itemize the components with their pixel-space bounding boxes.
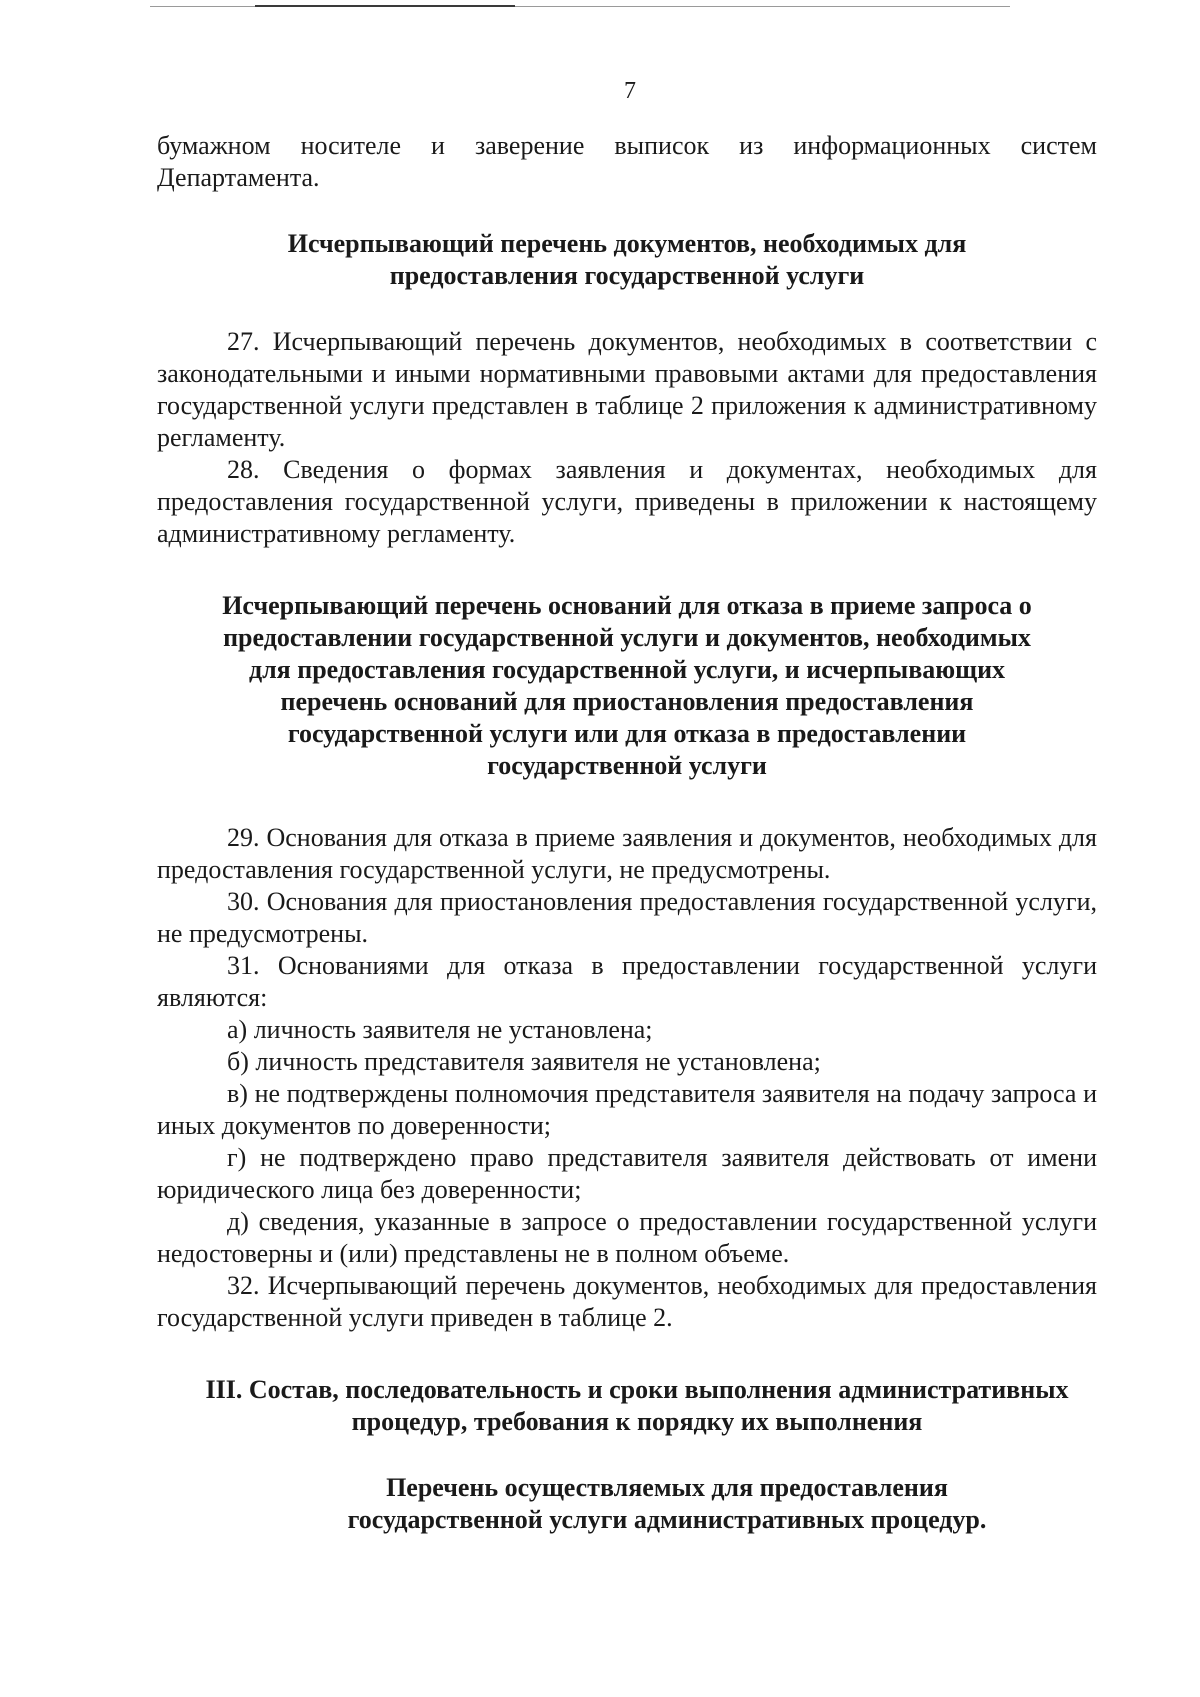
paragraph-28: 28. Сведения о формах заявления и документах, необходимых для предоставления государственной услуги, приведены в приложении к настоящему административному регламенту. [157, 455, 1097, 548]
page-number: 7 [624, 78, 636, 104]
list-item-d: д) сведения, указанные в запросе о предоставлении государственной услуги недостоверны и (или) представлены не в полном объеме. [157, 1207, 1097, 1268]
paragraph-32: 32. Исчерпывающий перечень документов, необходимых для предоставления государственной услуги приведен в таблице 2. [157, 1271, 1097, 1332]
intro-paragraph: бумажном носителе и заверение выписок из информационных систем Департамента. [157, 131, 1097, 192]
list-item-b: б) личность представителя заявителя не установлена; [227, 1047, 821, 1076]
heading-documents-list: Исчерпывающий перечень документов, необходимых для предоставления государственной услуги [287, 229, 967, 290]
paragraph-30: 30. Основания для приостановления предоставления государственной услуги, не предусмотрены. [157, 887, 1097, 948]
list-item-v: в) не подтверждены полномочия представителя заявителя на подачу запроса и иных документов по доверенности; [157, 1079, 1097, 1140]
list-item-a: а) личность заявителя не установлена; [227, 1015, 653, 1044]
heading-refusal-grounds: Исчерпывающий перечень оснований для отказа в приеме запроса о предоставлении государственной услуги и документов, необходимых для предоставления государственной услуги, и исчерпывающих перечень оснований для приостановления предоставления государственной услуги или для отказа в предоставлении государственной услуги [222, 591, 1032, 780]
paragraph-29: 29. Основания для отказа в приеме заявления и документов, необходимых для предоставления государственной услуги, не предусмотрены. [157, 823, 1097, 884]
section-iii-heading: III. Состав, последовательность и сроки выполнения административных процедур, требования к порядку их выполнения [205, 1375, 1069, 1436]
paragraph-31: 31. Основаниями для отказа в предоставлении государственной услуги являются: [157, 951, 1097, 1012]
paragraph-27: 27. Исчерпывающий перечень документов, необходимых в соответствии с законодательными и иными нормативными правовыми актами для предоставления государственной услуги представлен в таблице 2 приложения к административному регламенту. [157, 327, 1097, 452]
list-item-g: г) не подтверждено право представителя заявителя действовать от имени юридического лица без доверенности; [157, 1143, 1097, 1204]
document-body [157, 130, 1097, 1536]
heading-procedures-list: Перечень осуществляемых для предоставления государственной услуги административных процедур. [347, 1473, 987, 1534]
scan-edge-mark [255, 5, 515, 7]
